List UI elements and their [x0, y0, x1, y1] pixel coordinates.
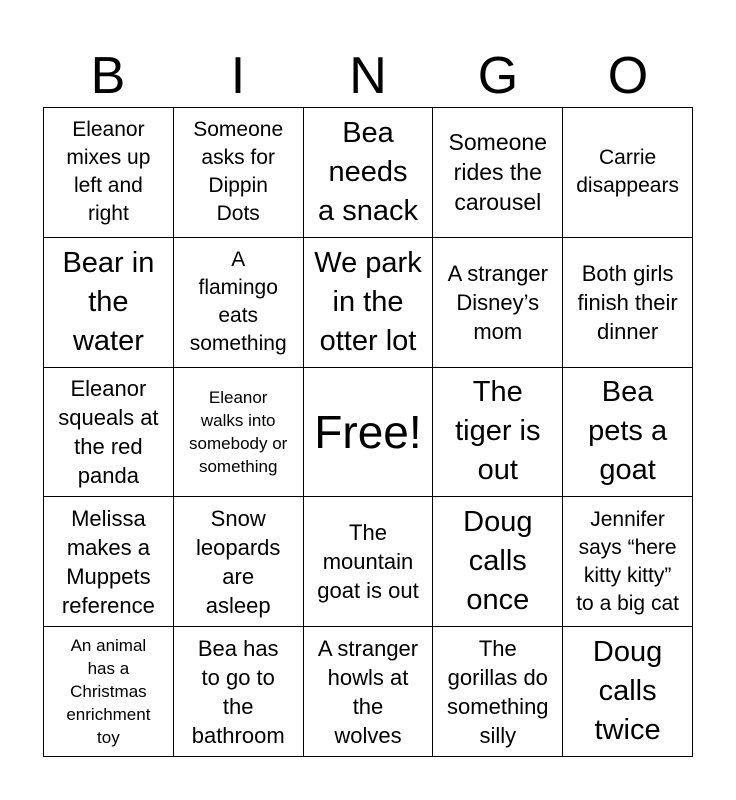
cell-text: Both girls finish their dinner	[577, 260, 678, 344]
header-letter-i: I	[230, 47, 246, 105]
bingo-cell[interactable]	[563, 108, 693, 238]
cell-text: Bea needs a snack	[318, 116, 418, 227]
cell-text: Doug calls once	[463, 506, 533, 617]
cell-text: A flamingo eats something	[189, 248, 287, 356]
bingo-cell[interactable]	[174, 108, 304, 238]
bingo-cell[interactable]	[563, 238, 693, 368]
bingo-cell[interactable]	[563, 368, 693, 498]
cell-text: The mountain goat is out	[317, 520, 419, 604]
bingo-cell[interactable]	[44, 497, 174, 627]
cell-text: We park in the otter lot	[314, 246, 422, 357]
cell-text: Someone asks for Dippin Dots	[193, 118, 284, 226]
header-letter-b: B	[90, 47, 126, 105]
bingo-cell[interactable]	[304, 238, 434, 368]
bingo-cell[interactable]	[174, 368, 304, 498]
bingo-cell[interactable]	[433, 627, 563, 757]
header-letter-o: O	[607, 47, 649, 105]
bingo-cell[interactable]	[44, 238, 174, 368]
cell-text: Melissa makes a Muppets reference	[61, 505, 155, 618]
cell-text: Bea pets a goat	[588, 376, 668, 487]
cell-text: The tiger is out	[455, 376, 541, 487]
bingo-cell[interactable]	[44, 627, 174, 757]
bingo-cell[interactable]	[304, 108, 434, 238]
cell-text: Free!	[314, 405, 422, 458]
bingo-cell[interactable]	[304, 627, 434, 757]
bingo-cell[interactable]	[174, 497, 304, 627]
cell-text: An animal has a Christmas enrichment toy	[66, 636, 151, 748]
header-letter-n: N	[349, 47, 387, 105]
bingo-cell[interactable]	[433, 497, 563, 627]
cell-text: Bea has to go to the bathroom	[191, 635, 285, 748]
cell-text: Snow leopards are asleep	[196, 505, 281, 618]
cell-text: Eleanor mixes up left and right	[66, 118, 151, 226]
cell-text: Bear in the water	[62, 246, 155, 357]
bingo-cell[interactable]	[304, 497, 434, 627]
cell-text: Carrie disappears	[576, 146, 679, 198]
cell-text: A stranger Disney’s mom	[447, 260, 548, 344]
bingo-cell[interactable]	[563, 497, 693, 627]
header-letter-g: G	[477, 47, 519, 105]
cell-text: Eleanor walks into somebody or something	[189, 387, 288, 476]
cell-text: The gorillas do something silly	[447, 635, 549, 748]
cell-text: Doug calls twice	[592, 636, 663, 747]
bingo-cell[interactable]	[433, 368, 563, 498]
bingo-cell[interactable]	[44, 108, 174, 238]
bingo-cell[interactable]	[174, 238, 304, 368]
bingo-cell[interactable]	[433, 108, 563, 238]
free-space-cell[interactable]	[304, 368, 434, 498]
bingo-card-grid	[43, 107, 693, 757]
cell-text: Eleanor squeals at the red panda	[58, 375, 159, 488]
bingo-cell[interactable]	[433, 238, 563, 368]
bingo-cell[interactable]	[174, 627, 304, 757]
cell-text: A stranger howls at the wolves	[317, 635, 419, 748]
bingo-header	[43, 44, 693, 108]
bingo-cell[interactable]	[44, 368, 174, 498]
cell-text: Jennifer says “here kitty kitty” to a big cat	[576, 507, 679, 615]
bingo-cell[interactable]	[563, 627, 693, 757]
cell-text: Someone rides the carousel	[448, 129, 548, 216]
